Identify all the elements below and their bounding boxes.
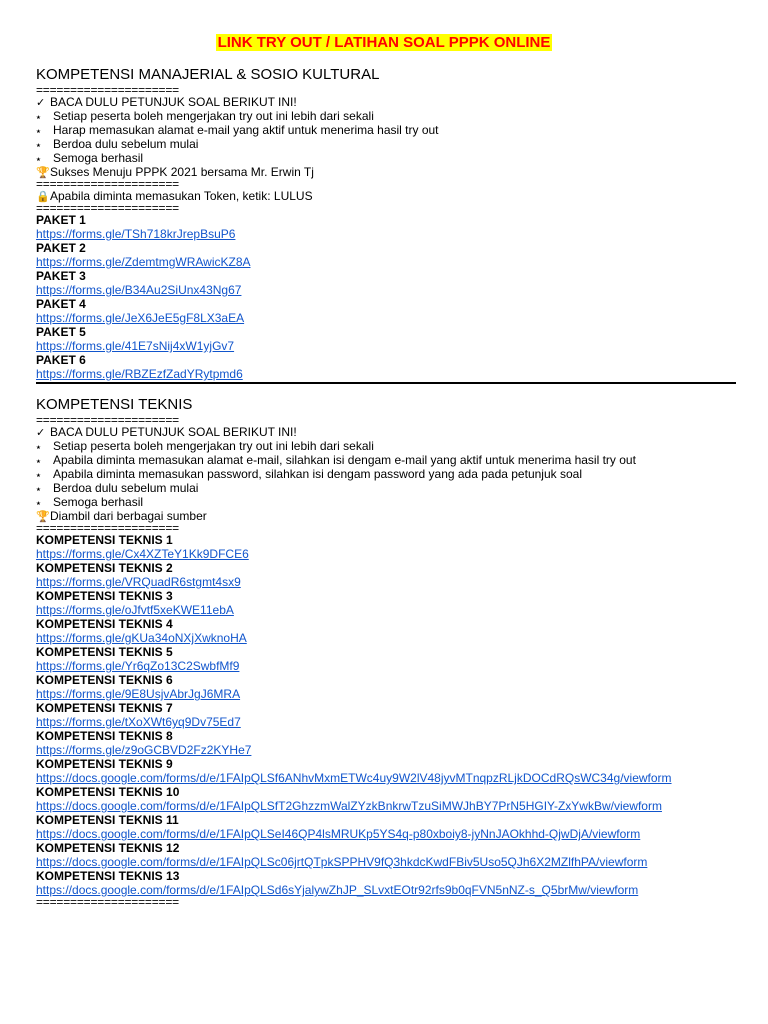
star-icon: ⭑ (36, 126, 41, 136)
item-label: KOMPETENSI TEKNIS 4 (36, 617, 173, 631)
form-link[interactable]: https://forms.gle/RBZEzfZadYRytpmd6 (36, 367, 243, 381)
item-label: PAKET 3 (36, 269, 86, 283)
note-line (36, 151, 734, 165)
note-text: Apabila diminta memasukan password, silahkan isi dengam password yang ada pada petunjuk soal (53, 467, 582, 481)
form-link[interactable]: https://forms.gle/VRQuadR6stgmt4sx9 (36, 575, 241, 589)
trophy-icon: 🏆 (36, 511, 50, 523)
form-link[interactable]: https://forms.gle/oJfvtf5xeKWE11ebA (36, 603, 234, 617)
kompetensi-teknis-list (36, 533, 734, 897)
note-line (36, 137, 734, 151)
item-label: KOMPETENSI TEKNIS 13 (36, 869, 180, 883)
separator: ===================== (36, 203, 179, 213)
form-link[interactable]: https://forms.gle/41E7sNij4xW1yjGv7 (36, 339, 235, 353)
form-link[interactable]: https://docs.google.com/forms/d/e/1FAIpQLSfT2GhzzmWalZYzkBnkrwTzuSiMWJhBY7PrN5HGIY-ZxYwkBw/viewform (36, 799, 662, 813)
form-link[interactable]: https://docs.google.com/forms/d/e/1FAIpQLSd6sYjalywZhJP_SLvxtEOtr92rfs9b0qFVN5nNZ-s_Q5brMw/viewform (36, 883, 639, 897)
star-icon: ⭑ (36, 498, 41, 508)
item-label: KOMPETENSI TEKNIS 8 (36, 729, 173, 743)
section-heading-manajerial: KOMPETENSI MANAJERIAL & SOSIO KULTURAL (36, 66, 380, 83)
separator: ===================== (36, 179, 179, 189)
star-icon: ⭑ (36, 112, 41, 122)
item-label: PAKET 6 (36, 353, 86, 367)
item-label: KOMPETENSI TEKNIS 9 (36, 757, 173, 771)
form-link[interactable]: https://docs.google.com/forms/d/e/1FAIpQLSc06jrtQTpkSPPHV9fQ3hkdcKwdFBiv5Uso5QJh6X2MZlfhPA/viewform (36, 855, 648, 869)
form-link[interactable]: https://docs.google.com/forms/d/e/1FAIpQLSeI46QP4lsMRUKp5YS4q-p80xboiy8-jyNnJAOkhhd-QjwDjA/viewform (36, 827, 641, 841)
form-link[interactable]: https://forms.gle/tXoXWt6yq9Dv75Ed7 (36, 715, 241, 729)
note-text: Semoga berhasil (53, 151, 144, 165)
item-label: PAKET 1 (36, 213, 86, 227)
token-note-text: Apabila diminta memasukan Token, ketik: LULUS (50, 189, 313, 203)
star-icon: ⭑ (36, 456, 41, 466)
separator: ===================== (36, 85, 179, 95)
section-heading-teknis: KOMPETENSI TEKNIS (36, 396, 193, 413)
note-text: Berdoa dulu sebelum mulai (53, 137, 199, 151)
form-link[interactable]: https://forms.gle/Cx4XZTeY1Kk9DFCE6 (36, 547, 249, 561)
item-label: KOMPETENSI TEKNIS 10 (36, 785, 180, 799)
item-label: KOMPETENSI TEKNIS 12 (36, 841, 180, 855)
note-line (36, 123, 734, 137)
token-note (36, 189, 734, 203)
item-label: KOMPETENSI TEKNIS 7 (36, 701, 173, 715)
form-link[interactable]: https://forms.gle/JeX6JeE5gF8LX3aEA (36, 311, 245, 325)
item-label: KOMPETENSI TEKNIS 1 (36, 533, 173, 547)
note-line (36, 425, 734, 439)
paket-list (36, 213, 734, 381)
star-icon: ⭑ (36, 140, 41, 150)
note-text: BACA DULU PETUNJUK SOAL BERIKUT INI! (50, 425, 297, 439)
separator: ===================== (36, 523, 179, 533)
item-label: KOMPETENSI TEKNIS 5 (36, 645, 173, 659)
trophy-note (36, 165, 734, 179)
spacer (36, 384, 734, 394)
form-link[interactable]: https://forms.gle/B34Au2SiUnx43Ng67 (36, 283, 242, 297)
form-link[interactable]: https://forms.gle/Yr6qZo13C2SwbfMf9 (36, 659, 240, 673)
form-link[interactable]: https://forms.gle/gKUa34oNXjXwknoHA (36, 631, 247, 645)
note-text: Apabila diminta memasukan alamat e-mail, silahkan isi dengam e-mail yang aktif untuk menerima hasil try out (53, 453, 636, 467)
separator: ===================== (36, 897, 179, 907)
item-label: PAKET 5 (36, 325, 86, 339)
note-text: Berdoa dulu sebelum mulai (53, 481, 199, 495)
star-icon: ⭑ (36, 470, 41, 480)
title-wrap (0, 0, 768, 52)
star-icon: ⭑ (36, 154, 41, 164)
item-label: PAKET 2 (36, 241, 86, 255)
form-link[interactable]: https://forms.gle/ZdemtmgWRAwicKZ8A (36, 255, 251, 269)
page-title: LINK TRY OUT / LATIHAN SOAL PPPK ONLINE (217, 34, 551, 51)
document-content (36, 64, 734, 907)
note-line (36, 467, 734, 481)
trophy-note (36, 509, 734, 523)
star-icon: ⭑ (36, 484, 41, 494)
note-line (36, 481, 734, 495)
form-link[interactable]: https://forms.gle/TSh718krJrepBsuP6 (36, 227, 236, 241)
form-link[interactable]: https://docs.google.com/forms/d/e/1FAIpQLSf6ANhvMxmETWc4uy9W2lV48jyvMTnqpzRLjkDOCdRQsWC34g/viewform (36, 771, 672, 785)
star-icon: ⭑ (36, 442, 41, 452)
item-label: KOMPETENSI TEKNIS 2 (36, 561, 173, 575)
note-line (36, 95, 734, 109)
notes-list-manajerial (36, 95, 734, 165)
item-label: KOMPETENSI TEKNIS 3 (36, 589, 173, 603)
lock-icon: 🔒 (36, 191, 50, 203)
note-text: BACA DULU PETUNJUK SOAL BERIKUT INI! (50, 95, 297, 109)
notes-list-teknis (36, 425, 734, 509)
checkmark-icon: ✓ (36, 97, 46, 109)
note-text: Harap memasukan alamat e-mail yang aktif untuk menerima hasil try out (53, 123, 439, 137)
item-label: KOMPETENSI TEKNIS 6 (36, 673, 173, 687)
note-line (36, 453, 734, 467)
item-label: PAKET 4 (36, 297, 86, 311)
note-line (36, 439, 734, 453)
note-text: Setiap peserta boleh mengerjakan try out ini lebih dari sekali (53, 109, 374, 123)
note-text: Semoga berhasil (53, 495, 144, 509)
note-line (36, 495, 734, 509)
item-label: KOMPETENSI TEKNIS 11 (36, 813, 179, 827)
checkmark-icon: ✓ (36, 427, 46, 439)
form-link[interactable]: https://forms.gle/9E8UsjvAbrJgJ6MRA (36, 687, 241, 701)
separator: ===================== (36, 415, 179, 425)
form-link[interactable]: https://forms.gle/z9oGCBVD2Fz2KYHe7 (36, 743, 252, 757)
note-line (36, 109, 734, 123)
trophy-note-text: Sukses Menuju PPPK 2021 bersama Mr. Erwin Tj (50, 165, 314, 179)
trophy-note-text: Diambil dari berbagai sumber (50, 509, 207, 523)
trophy-icon: 🏆 (36, 167, 50, 179)
note-text: Setiap peserta boleh mengerjakan try out ini lebih dari sekali (53, 439, 374, 453)
